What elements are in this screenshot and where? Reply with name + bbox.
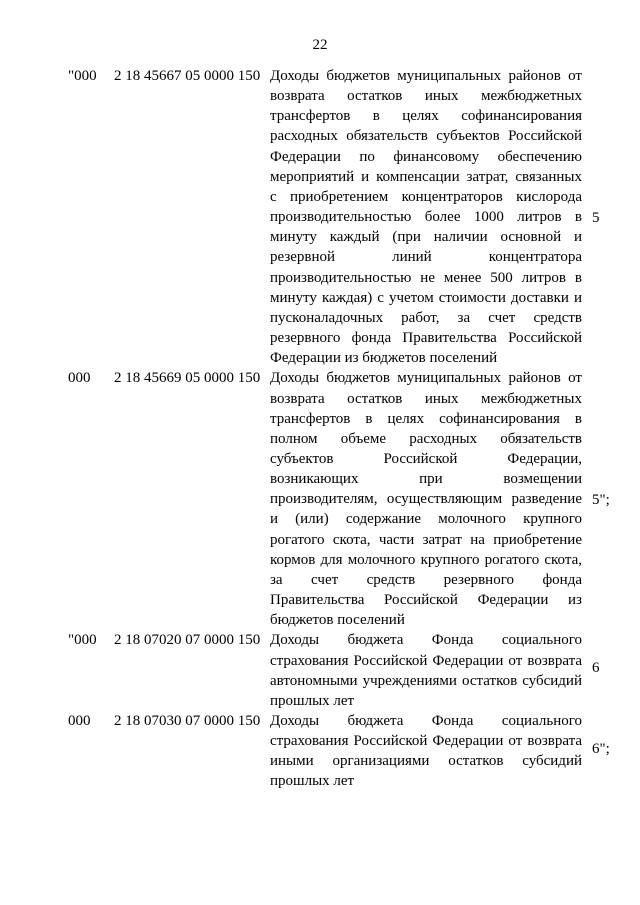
description-line: производителям, осуществляющим разведение (270, 491, 582, 508)
description-line: с приобретением концентраторов кислорода (270, 188, 582, 205)
description-line: прошлых лет (270, 692, 355, 709)
description-line: и (или) содержание молочного крупного (270, 511, 582, 528)
admin-code: "000 (68, 68, 97, 84)
description-line: Федерации по финансовому обеспечению (270, 148, 582, 165)
description-line: расходных обязательств субъектов Российской (270, 128, 582, 145)
budget-classification-code: 2 18 07020 07 0000 150 (114, 632, 261, 649)
description-line: страхования Российской Федерации от возврата (270, 733, 582, 750)
description-line: полном объеме расходных обязательств (270, 430, 582, 447)
description-line: производительностью не менее 500 литров в (270, 269, 582, 286)
norm-percent: 6"; (592, 741, 610, 757)
description-line: производительностью более 1000 литров в (270, 209, 582, 226)
description-line: автономными учреждениями остатков субсидий (270, 672, 582, 689)
description-line: пусконаладочных работ, за счет средств (270, 309, 582, 326)
description-line: Федерации из бюджетов поселений (270, 350, 498, 367)
description-line: возникающих при возмещении (270, 471, 582, 488)
description-line: возврата остатков иных межбюджетных (270, 88, 582, 105)
description-line: минуту каждая) с учетом стоимости доставки и (270, 289, 582, 306)
budget-classification-code: 2 18 45667 05 0000 150 (114, 68, 261, 84)
income-description (270, 66, 582, 368)
budget-classification-code: 2 18 45669 05 0000 150 (114, 370, 261, 387)
norm-percent: 5"; (592, 492, 610, 509)
table-row (0, 630, 640, 711)
description-line: страхования Российской Федерации от возврата (270, 652, 582, 669)
table-row (0, 711, 640, 792)
norm-percent: 5 (592, 210, 600, 226)
budget-classification-code: 2 18 07030 07 0000 150 (114, 713, 261, 729)
classification-table (0, 66, 640, 792)
description-line: за счет средств резервного фонда (270, 571, 582, 588)
description-line: кормов для молочного крупного рогатого скота, (270, 551, 582, 568)
description-line: Доходы бюджета Фонда социального (270, 632, 582, 649)
description-line: иными организациями остатков субсидий (270, 753, 582, 770)
description-line: рогатого скота, части затрат на приобретение (270, 531, 582, 548)
description-line: трансфертов в целях софинансирования в (270, 410, 582, 427)
income-description (270, 368, 582, 630)
description-line: Доходы бюджетов муниципальных районов от (270, 68, 582, 84)
description-line: прошлых лет (270, 773, 355, 790)
description-line: возврата остатков иных межбюджетных (270, 390, 582, 407)
admin-code: 000 (68, 370, 91, 387)
description-line: субъектов Российской Федерации, (270, 450, 582, 467)
description-line: резервной линий концентратора (270, 249, 582, 266)
income-description (270, 630, 582, 711)
description-line: минуту каждый (при наличии основной и (270, 229, 582, 246)
admin-code: "000 (68, 632, 97, 649)
description-line: Правительства Российской Федерации из (270, 592, 582, 609)
admin-code: 000 (68, 713, 91, 729)
description-line: Доходы бюджета Фонда социального (270, 713, 582, 729)
description-line: резервного фонда Правительства Российской (270, 330, 582, 347)
norm-percent: 6 (592, 660, 600, 677)
description-line: Доходы бюджетов муниципальных районов от (270, 370, 582, 387)
income-description (270, 711, 582, 792)
table-row (0, 368, 640, 630)
page-number: 22 (312, 37, 328, 53)
table-row (0, 66, 640, 368)
description-line: бюджетов поселений (270, 612, 405, 629)
description-line: трансфертов в целях софинансирования (270, 108, 582, 125)
description-line: мероприятий и компенсации затрат, связанных (270, 168, 582, 185)
